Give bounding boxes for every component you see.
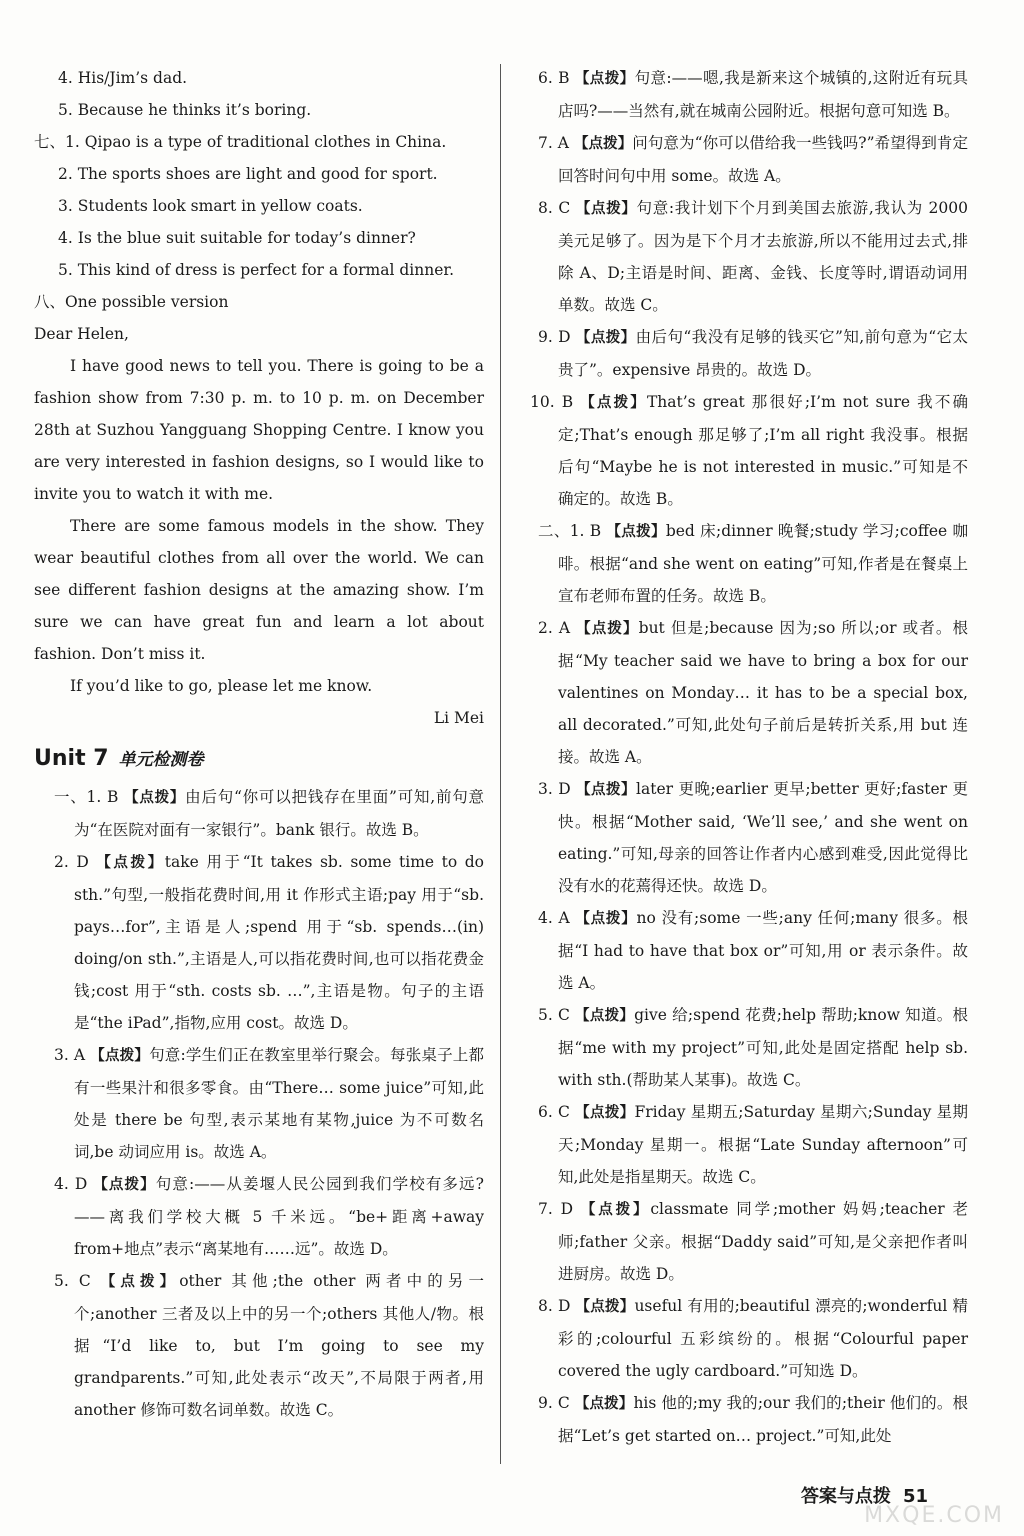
answer-item: 3. D 【点拨】later 更晚;earlier 更早;better 更好;faster 更快。根据“Mother said, ‘We’ll see,’ and she went on eating.”可知,母亲的回答让作者内心感到难受,因此觉得比没有水的花蔫得还快。故选 D。: [538, 780, 969, 895]
answer-item: 6. B 【点拨】句意:——嗯,我是新来这个城镇的,这附近有玩具店吗?——当然有,就在城南公园附近。根据句意可知选 B。: [538, 69, 969, 120]
section-7-item: 4. Is the blue suit suitable for today’s dinner?: [58, 229, 416, 247]
answer-item: 一、1. B 【点拨】由后句“你可以把钱存在里面”可知,前句意为“在医院对面有一家银行”。bank 银行。故选 B。: [54, 788, 484, 839]
answer-item: 2. A 【点拨】but 但是;because 因为;so 所以;or 或者。根据“My teacher said we have to bring a box for our valentines on Monday… it has to be a special box, all decorated.”可知,此处句子前后是转折关系,用 but 连接。故选 A。: [538, 619, 969, 766]
answer-item: 3. A 【点拨】句意:学生们正在教室里举行聚会。每张桌子上都有一些果汁和很多零食。由“There… some juice”可知,此处是 there be 句型,表示某地有某物,juice 为不可数名词,be 动词应用 is。故选 A。: [54, 1046, 485, 1161]
answer-item: 8. D 【点拨】useful 有用的;beautiful 漂亮的;wonderful 精彩的;colourful 五彩缤纷的。根据“Colourful paper covered the ugly cardboard.”可知选 D。: [538, 1297, 968, 1380]
answer-item: 二、1. B 【点拨】bed 床;dinner 晚餐;study 学习;coffee 咖啡。根据“and she went on eating”可知,作者是在餐桌上宣布老师布置的任务。故选 B。: [538, 522, 968, 605]
answer-item: 4. A 【点拨】no 没有;some 一些;any 任何;many 很多。根据“I had to have that box or”可知,用 or 表示条件。故选 A。: [538, 909, 969, 992]
answer-item: 7. D 【点拨】classmate 同学;mother 妈妈;teacher 老师;father 父亲。根据“Daddy said”可知,是父亲把作者叫进厨房。故选 D。: [538, 1200, 969, 1283]
answer-line: 5. Because he thinks it’s boring.: [58, 101, 312, 119]
watermark-text: MXQE.COM: [864, 1503, 1004, 1528]
answer-item: 2. D 【点拨】take 用于“It takes sb. some time to do sth.”句型,一般指花费时间,用 it 作形式主语;pay 用于“sb. pays…for”,主语是人;spend 用于“sb. spends…(in) doing/on sth.”,主语是人,可以指花费时间,也可以指花费金钱;cost 用于“sth. costs sb. …”,主语是物。句子的主语是“the iPad”,指物,应用 cost。故选 D。: [54, 853, 484, 1032]
watermark-logo: [824, 1465, 1004, 1528]
section-7-item: 七、1. Qipao is a type of traditional clothes in China.: [34, 133, 447, 151]
answer-item: 9. D 【点拨】由后句“我没有足够的钱买它”知,前句意为“它太贵了”。expensive 昂贵的。故选 D。: [538, 328, 969, 379]
answer-item: 5. C 【点拨】other 其他;the other 两者中的另一个;another 三者及以上中的另一个;others 其他人/物。根据“I’d like to, but I’m going to see my grandparents.”可知,此处表示“改天”,不局限于两者,用 another 修饰可数名词单数。故选 C。: [54, 1272, 484, 1419]
answer-item: 6. C 【点拨】Friday 星期五;Saturday 星期六;Sunday 星期天;Monday 星期一。根据“Late Sunday afternoon”可知,此处是指星期天。故选 C。: [538, 1103, 968, 1186]
unit-heading: Unit 7 单元检测卷: [34, 746, 204, 771]
letter-greeting: Dear Helen,: [34, 325, 129, 343]
letter-paragraph: There are some famous models in the show. They wear beautiful clothes from all over the world. We can see different fashion designs at the amazing show. I’m sure we can have great fun and learn a lot about fashion. Don’t miss it.: [34, 517, 484, 663]
answer-item: 9. C 【点拨】his 他的;my 我的;our 我们的;their 他们的。根据“Let’s get started on… project.”可知,此处: [538, 1394, 968, 1445]
section-8-heading: 八、One possible version: [34, 293, 229, 311]
section-7-item: 3. Students look smart in yellow coats.: [58, 197, 363, 215]
answer-item: 10. B 【点拨】That’s great 那很好;I’m not sure 我不确定;That’s enough 那足够了;I’m all right 我没事。根据后句“Maybe he is not interested in music.”可知是不确定的。故选 B。: [530, 393, 968, 508]
column-divider: [500, 64, 501, 1464]
section-7-item: 5. This kind of dress is perfect for a formal dinner.: [58, 261, 455, 279]
answer-line: 4. His/Jim’s dad.: [58, 69, 188, 87]
answer-item: 7. A 【点拨】问句意为“你可以借给我一些钱吗?”希望得到肯定回答时问句中用 some。故选 A。: [538, 134, 968, 185]
section-7-item: 2. The sports shoes are light and good for sport.: [58, 165, 438, 183]
left-column: [34, 62, 484, 1426]
letter-paragraph: I have good news to tell you. There is going to be a fashion show from 7:30 p. m. to 10 p. m. on December 28th at Suzhou Yangguang Shopping Centre. I know you are very interested in fashion designs, so I would like to invite you to watch it with me.: [34, 357, 484, 503]
footer-label: 答案与点拨: [800, 1486, 891, 1507]
letter-paragraph: If you’d like to go, please let me know.: [70, 677, 373, 695]
page-number: 51: [902, 1486, 928, 1507]
answer-item: 4. D 【点拨】句意:——从姜堰人民公园到我们学校有多远?——离我们学校大概 5 千米远。“be+距离+away from+地点”表示“离某地有……远”。故选 D。: [54, 1175, 484, 1258]
right-column: [518, 62, 968, 1452]
answer-item: 5. C 【点拨】give 给;spend 花费;help 帮助;know 知道。根据“me with my project”可知,此处是固定搭配 help sb. with sth.(帮助某人某事)。故选 C。: [538, 1006, 968, 1089]
answer-item: 8. C 【点拨】句意:我计划下个月到美国去旅游,我认为 2000 美元足够了。因为是下个月才去旅游,所以不能用过去式,排除 A、D;主语是时间、距离、金钱、长度等时,谓语动词用单数。故选 C。: [538, 199, 968, 314]
letter-signature: Li Mei: [433, 709, 484, 727]
